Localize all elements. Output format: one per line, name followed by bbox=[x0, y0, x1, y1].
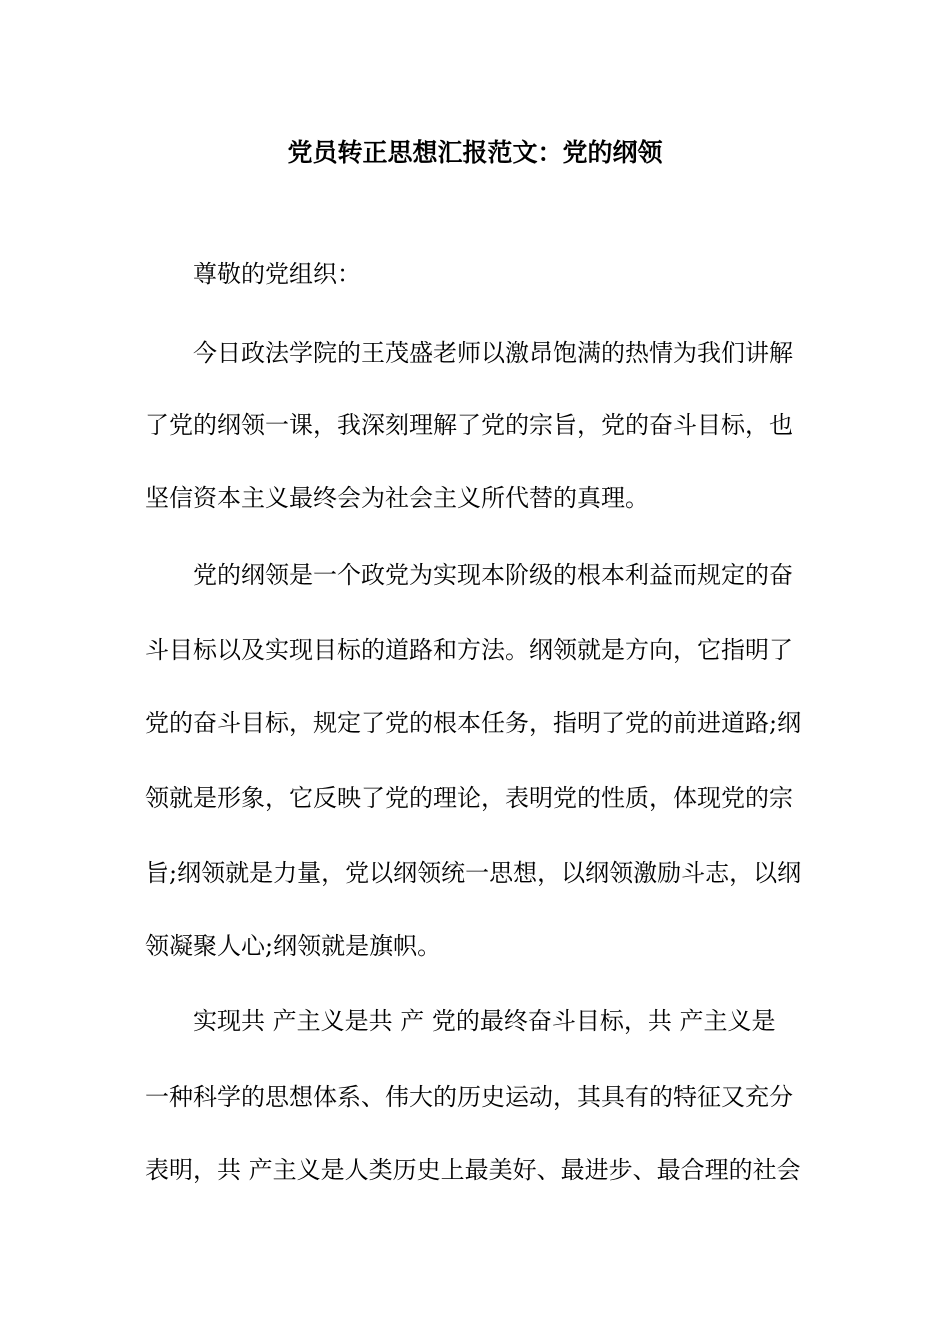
paragraph-2-line-3: 党的奋斗目标，规定了党的根本任务，指明了党的前进道路;纲 bbox=[145, 709, 802, 737]
paragraph-2-line-5: 旨;纲领就是力量，党以纲领统一思想，以纲领激励斗志，以纲 bbox=[145, 859, 802, 887]
salutation: 尊敬的党组织： bbox=[193, 260, 361, 288]
paragraph-1-line-2: 了党的纲领一课，我深刻理解了党的宗旨，党的奋斗目标，也 bbox=[145, 411, 793, 439]
paragraph-2-line-6: 领凝聚人心;纲领就是旗帜。 bbox=[145, 932, 442, 960]
paragraph-3-line-2: 一种科学的思想体系、伟大的历史运动，其具有的特征又充分 bbox=[145, 1083, 793, 1111]
document-title: 党员转正思想汇报范文：党的纲领 bbox=[287, 138, 663, 167]
paragraph-2-line-4: 领就是形象，它反映了党的理论，表明党的性质，体现党的宗 bbox=[145, 784, 793, 812]
paragraph-3-line-3: 表明，共 产主义是人类历史上最美好、最进步、最合理的社会 bbox=[145, 1156, 801, 1184]
paragraph-2-line-1: 党的纲领是一个政党为实现本阶级的根本利益而规定的奋 bbox=[193, 561, 793, 589]
paragraph-3-line-1: 实现共 产主义是共 产 党的最终奋斗目标，共 产主义是 bbox=[193, 1007, 776, 1035]
paragraph-1-line-1: 今日政法学院的王茂盛老师以激昂饱满的热情为我们讲解 bbox=[193, 339, 793, 367]
paragraph-2-line-2: 斗目标以及实现目标的道路和方法。纲领就是方向，它指明了 bbox=[145, 636, 793, 664]
paragraph-1-line-3: 坚信资本主义最终会为社会主义所代替的真理。 bbox=[145, 484, 649, 512]
